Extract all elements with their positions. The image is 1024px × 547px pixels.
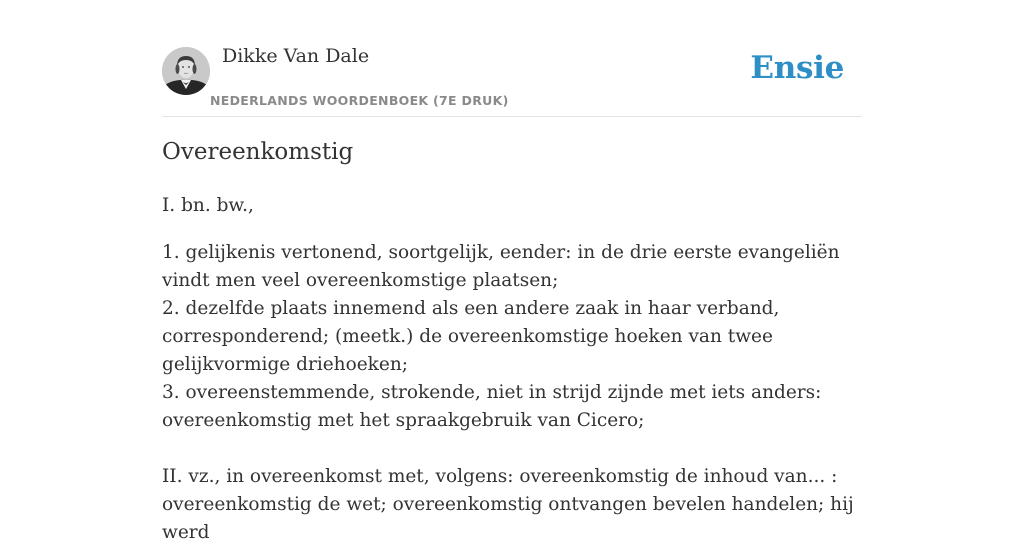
- sense-1: 1. gelijkenis vertonend, soortgelijk, eender: in de drie eerste evangeliën vindt men veel overeenkomstige plaatsen;: [162, 242, 840, 291]
- source-header: [162, 0, 862, 117]
- paragraph-spacer: [162, 435, 862, 463]
- sense-3: 3. overeenstemmende, strokende, niet in strijd zijnde met iets anders: overeenkomstig met het spraakgebruik van Cicero;: [162, 382, 822, 431]
- source-subtitle[interactable]: NEDERLANDS WOORDENBOEK (7E DRUK): [210, 93, 509, 108]
- brand-logo-link[interactable]: Ensie: [750, 50, 844, 86]
- part-of-speech: I. bn. bw.,: [162, 195, 254, 216]
- sense-2: 2. dezelfde plaats innemend als een andere zaak in haar verband, corresponderend; (meetk.) de overeenkomstige hoeken van twee gelijkvormige driehoeken;: [162, 298, 780, 375]
- entry-body: [162, 192, 862, 547]
- page: [162, 0, 862, 543]
- author-portrait-avatar[interactable]: [162, 47, 210, 95]
- portrait-image: [162, 47, 210, 95]
- source-name[interactable]: Dikke Van Dale: [222, 45, 370, 67]
- entry-title: Overeenkomstig: [162, 139, 354, 165]
- part-2-preposition: II. vz., in overeenkomst met, volgens: overeenkomstig de inhoud van... : overeenkomstig de wet; overeenkomstig ontvangen bevelen handelen; hij werd: [162, 466, 854, 543]
